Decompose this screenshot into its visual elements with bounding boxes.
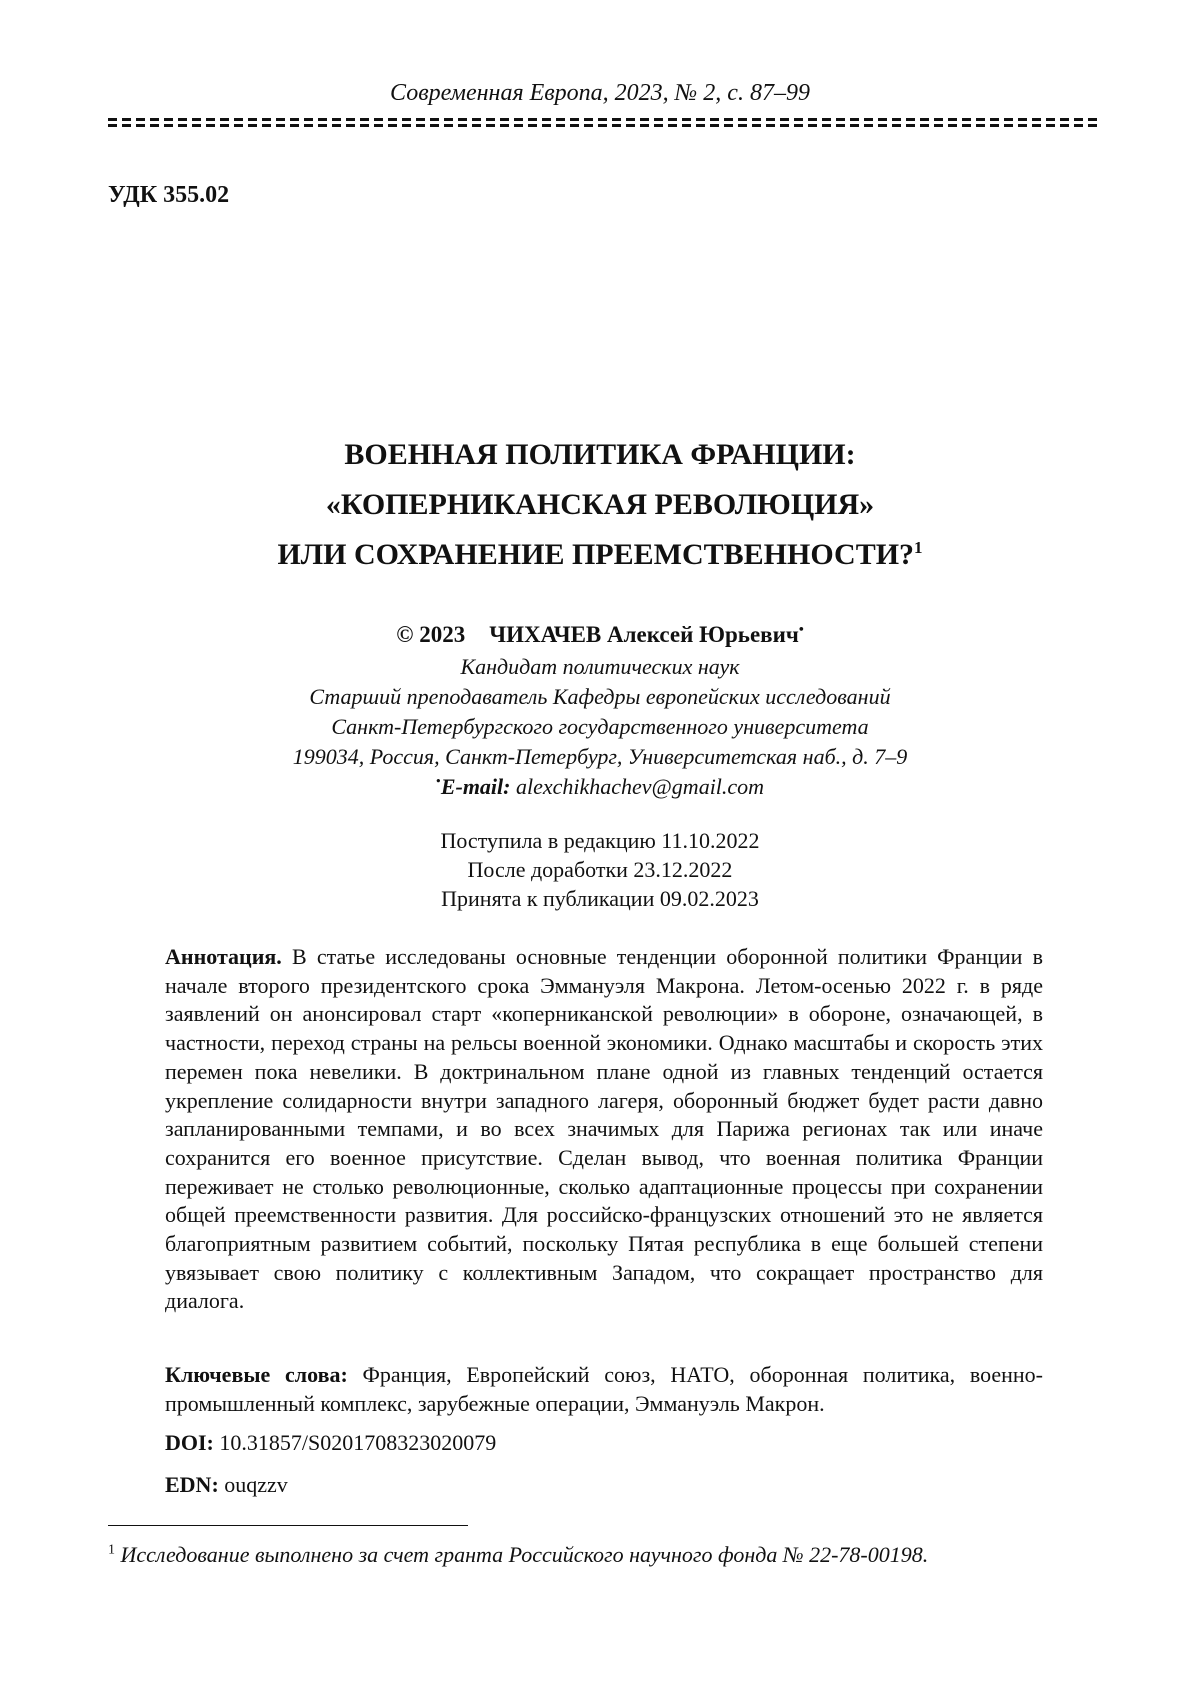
footnote	[108, 1542, 1108, 1568]
edn	[165, 1472, 288, 1498]
title-line-3-text: ИЛИ СОХРАНЕНИЕ ПРЕЕМСТВЕННОСТИ?	[277, 538, 915, 571]
copyright-year: © 2023	[396, 622, 466, 647]
email-label: E-mail:	[440, 774, 511, 799]
keywords	[165, 1360, 1043, 1418]
author-degree: Кандидат политических наук	[460, 654, 740, 679]
title-line-3	[0, 530, 1200, 580]
title-line-1: ВОЕННАЯ ПОЛИТИКА ФРАНЦИИ:	[344, 438, 856, 471]
author-position: Старший преподаватель Кафедры европейских исследований	[309, 684, 891, 709]
email-mark: •	[435, 774, 441, 790]
doi	[165, 1430, 496, 1456]
header-double-dashed-rule	[108, 117, 1098, 129]
footnote-text: Исследование выполнено за счет гранта Российского научного фонда № 22-78-00198.	[120, 1542, 929, 1567]
article-title	[0, 430, 1200, 580]
doi-value[interactable]: 10.31857/S0201708323020079	[219, 1430, 497, 1455]
title-footnote-mark[interactable]: 1	[914, 538, 923, 557]
footnote-mark: 1	[108, 1542, 115, 1558]
edn-value: ouqzzv	[224, 1472, 288, 1497]
date-revised: После доработки 23.12.2022	[467, 857, 733, 882]
keywords-label: Ключевые слова:	[165, 1362, 348, 1387]
date-received: Поступила в редакцию 11.10.2022	[440, 828, 760, 853]
footnote-rule	[108, 1525, 468, 1526]
email-line	[0, 772, 1200, 802]
date-accepted: Принята к публикации 09.02.2023	[441, 886, 759, 911]
doi-label: DOI:	[165, 1430, 214, 1455]
keywords-text: Франция, Европейский союз, НАТО, оборонная политика, военно-промышленный комплекс, зарубежные операции, Эммануэль Макрон.	[165, 1362, 1043, 1416]
abstract-text: В статье исследованы основные тенденции оборонной политики Франции в начале второго президентского срока Эммануэля Макрона. Летом-осенью 2022 г. в ряде заявлений он анонсировал старт «коперниканской революции» в обороне, означающей, в частности, переход страны на рельсы военной экономики. Однако масштабы и скорость этих перемен пока невелики. В доктринальном плане одной из главных тенденций остается укрепление солидарности внутри западного лагеря, оборонный бюджет будет расти давно запланированными темпами, и во всех значимых для Парижа регионах так или иначе сохранится его военное присутствие. Сделан вывод, что военная политика Франции переживает не столько революционные, сколько адаптационные процессы при сохранении общей преемственности развития. Для российско-французских отношений это не является благоприятным развитием событий, поскольку Пятая республика в еще большей степени увязывает свою политику с коллективным Западом, что сокращает пространство для диалога.	[165, 944, 1043, 1314]
email-address[interactable]: alexchikhachev@gmail.com	[515, 774, 765, 799]
author-mark: •	[798, 622, 804, 638]
abstract-label: Аннотация.	[165, 944, 282, 969]
author-block	[0, 620, 1200, 802]
title-line-2: «КОПЕРНИКАНСКАЯ РЕВОЛЮЦИЯ»	[325, 488, 875, 521]
author-address: 199034, Россия, Санкт-Петербург, Университетская наб., д. 7–9	[292, 744, 908, 769]
author-name: ЧИХАЧЕВ Алексей Юрьевич	[489, 622, 799, 647]
udk-code: УДК 355.02	[108, 182, 230, 208]
running-head: Современная Европа, 2023, № 2, с. 87–99	[390, 80, 810, 106]
author-line	[0, 620, 1200, 650]
abstract	[165, 943, 1043, 1316]
submission-dates	[0, 826, 1200, 913]
edn-label: EDN:	[165, 1472, 219, 1497]
author-affiliation: Санкт-Петербургского государственного университета	[331, 714, 869, 739]
